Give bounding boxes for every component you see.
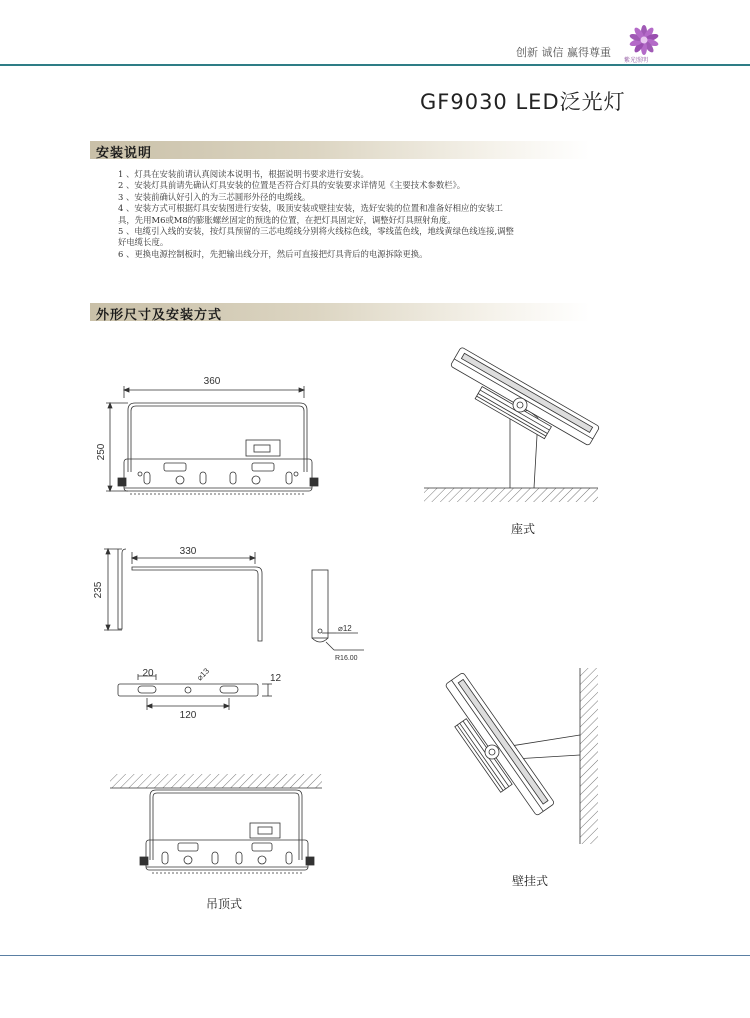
dim-250-label: 250 bbox=[96, 443, 107, 461]
page-title: GF9030 LED泛光灯 bbox=[420, 90, 626, 114]
instruction-item: 1 、灯具在安装前请认真阅读本说明书，根据说明书要求进行安装。 bbox=[118, 169, 369, 179]
instruction-item: 4 、安装方式可根据灯具安装图进行安装，吸顶安装或壁挂安装，选好安装的位置和准备好相应的安装工 bbox=[118, 203, 503, 214]
dim-120-label: 120 bbox=[179, 710, 197, 721]
footer-rule bbox=[0, 955, 750, 956]
dim-20-label: 20 bbox=[142, 668, 154, 679]
dim-phi12-label: ⌀12 bbox=[338, 624, 352, 633]
mounting-plate-drawing bbox=[118, 666, 282, 721]
instruction-item: 6 、更换电源控制板时，先把输出线分开，然后可直接把灯具背后的电源拆除更换。 bbox=[118, 248, 428, 259]
caption-ceiling-mount: 吊顶式 bbox=[206, 897, 243, 911]
dim-360-label: 360 bbox=[203, 376, 221, 387]
bracket-drawing bbox=[93, 546, 364, 662]
section-install-title: 安装说明 bbox=[96, 146, 153, 161]
dim-r16-label: R16.00 bbox=[335, 655, 358, 662]
caption-seat-mount: 座式 bbox=[511, 522, 536, 536]
instruction-item: 5 、电缆引入线的安装，按灯具预留的三芯电缆线分别将火线棕色线，零线蓝色线，地线黄绿色线连接,调整 bbox=[118, 226, 514, 237]
wall-mount-drawing bbox=[432, 668, 598, 844]
section-dimensions-title: 外形尺寸及安装方式 bbox=[96, 308, 223, 323]
dim-12-label: 12 bbox=[270, 673, 282, 684]
front-view-drawing bbox=[96, 376, 318, 494]
instruction-item: 3 、安装前确认好引入的为三芯圆形外径的电缆线。 bbox=[118, 191, 311, 202]
instruction-item: 2 、安装灯具前请先确认灯具安装的位置是否符合灯具的安装要求详情见《主要技术参数栏》。 bbox=[118, 180, 466, 191]
instruction-item: 好电缆长度。 bbox=[118, 237, 169, 248]
dim-phi13-label: ⌀13 bbox=[195, 666, 212, 683]
dim-330-label: 330 bbox=[179, 546, 197, 557]
company-slogan: 创新 诚信 赢得尊重 bbox=[516, 46, 611, 59]
caption-wall-mount: 壁挂式 bbox=[512, 874, 549, 888]
logo-text: 紫光照明 bbox=[624, 57, 649, 64]
dim-235-label: 235 bbox=[93, 581, 104, 599]
ceiling-mount-drawing bbox=[110, 774, 322, 873]
instruction-item: 具，先用M6或M8的膨胀螺丝固定的预选的位置，在把灯具固定好，调整好灯具照射角度。 bbox=[118, 214, 456, 225]
seat-mount-drawing bbox=[424, 347, 600, 502]
